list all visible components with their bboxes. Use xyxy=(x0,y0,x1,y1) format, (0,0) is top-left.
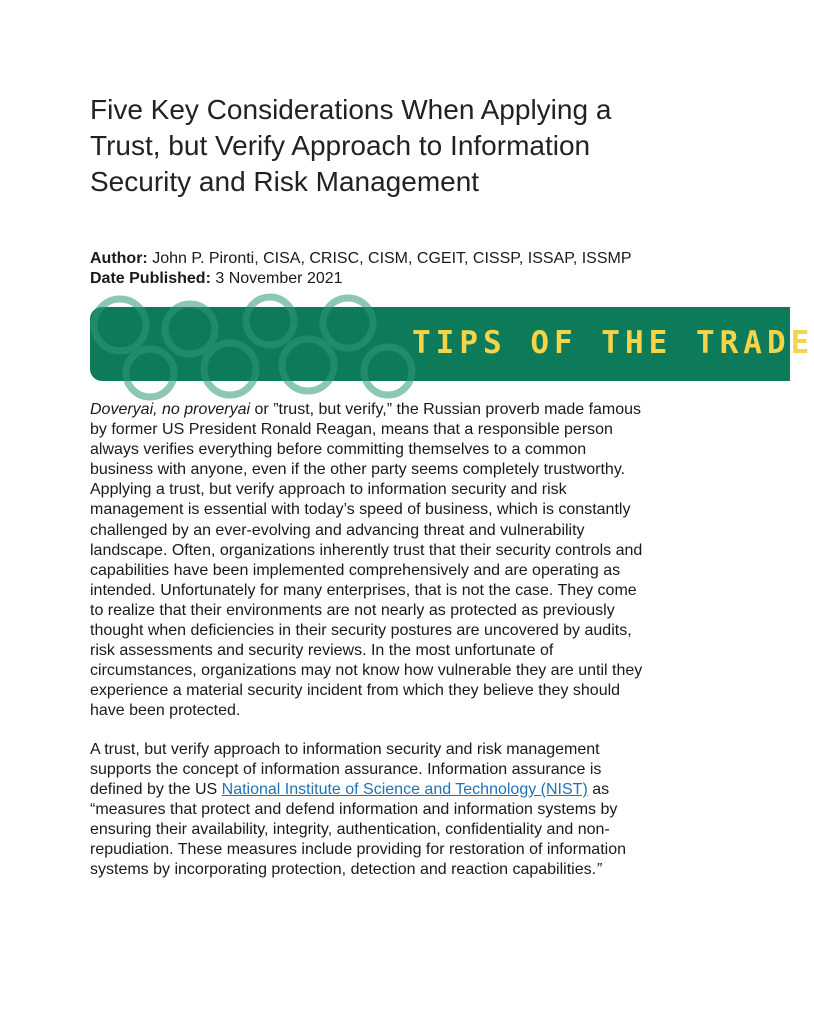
date-label: Date Published: xyxy=(90,270,211,287)
closing-quote: ” xyxy=(596,861,602,879)
nist-link[interactable]: National Institute of Science and Technology (NIST) xyxy=(221,780,588,798)
article-body xyxy=(90,400,690,880)
author-line xyxy=(90,249,730,269)
banner-title: TIPS OF THE TRADE xyxy=(412,325,814,361)
paragraph-1-text: or ”trust, but verify,” the Russian proverb made famous by former US President Ronald Reagan, means that a responsible person always verifies everything before committing themselves to a common business with anyone, even if the other party seems completely trustworthy. Applying a trust, but verify approach to information security and risk management is essential with today’s speed of business, which is constantly challenged by an ever-evolving and advancing threat and vulnerability landscape. Often, organizations inherently trust that their security controls and capabilities have been implemented comprehensively and are operating as intended. Unfortunately for many enterprises, that is not the case. They come to realize that their environments are not nearly as protected as previously thought when deficiencies in their security postures are uncovered by audits, risk assessments and security reviews. In the most unfortunate of circumstances, organizations may not know how vulnerable they are until they experience a material security incident from which they believe they should have been protected. xyxy=(90,401,643,720)
paragraph-2 xyxy=(90,740,690,881)
paragraph-2-text-after-link: as “measures that protect and defend information and information systems by ensuring their availability, integrity, authentication, confidentiality and non- repudiation. These measures include providing for restoration of information systems by incorporating protection, detection and reaction capabilities. xyxy=(90,780,626,879)
tips-of-the-trade-banner xyxy=(90,307,814,381)
article-title: Five Key Considerations When Applying a Trust, but Verify Approach to Information Security and Risk Management xyxy=(90,94,612,197)
article-meta xyxy=(90,249,730,289)
author-value: John P. Pironti, CISA, CRISC, CISM, CGEIT, CISSP, ISSAP, ISSMP xyxy=(152,250,632,267)
date-value: 3 November 2021 xyxy=(215,270,343,287)
proverb-italic: Doveryai, no proveryai xyxy=(90,401,251,418)
paragraph-1 xyxy=(90,400,690,722)
author-label: Author: xyxy=(90,250,148,267)
paragraph-2-text-before-link: A trust, but verify approach to information security and risk management supports the concept of information assurance. Information assurance is defined by the US xyxy=(90,740,602,798)
date-line xyxy=(90,269,730,289)
